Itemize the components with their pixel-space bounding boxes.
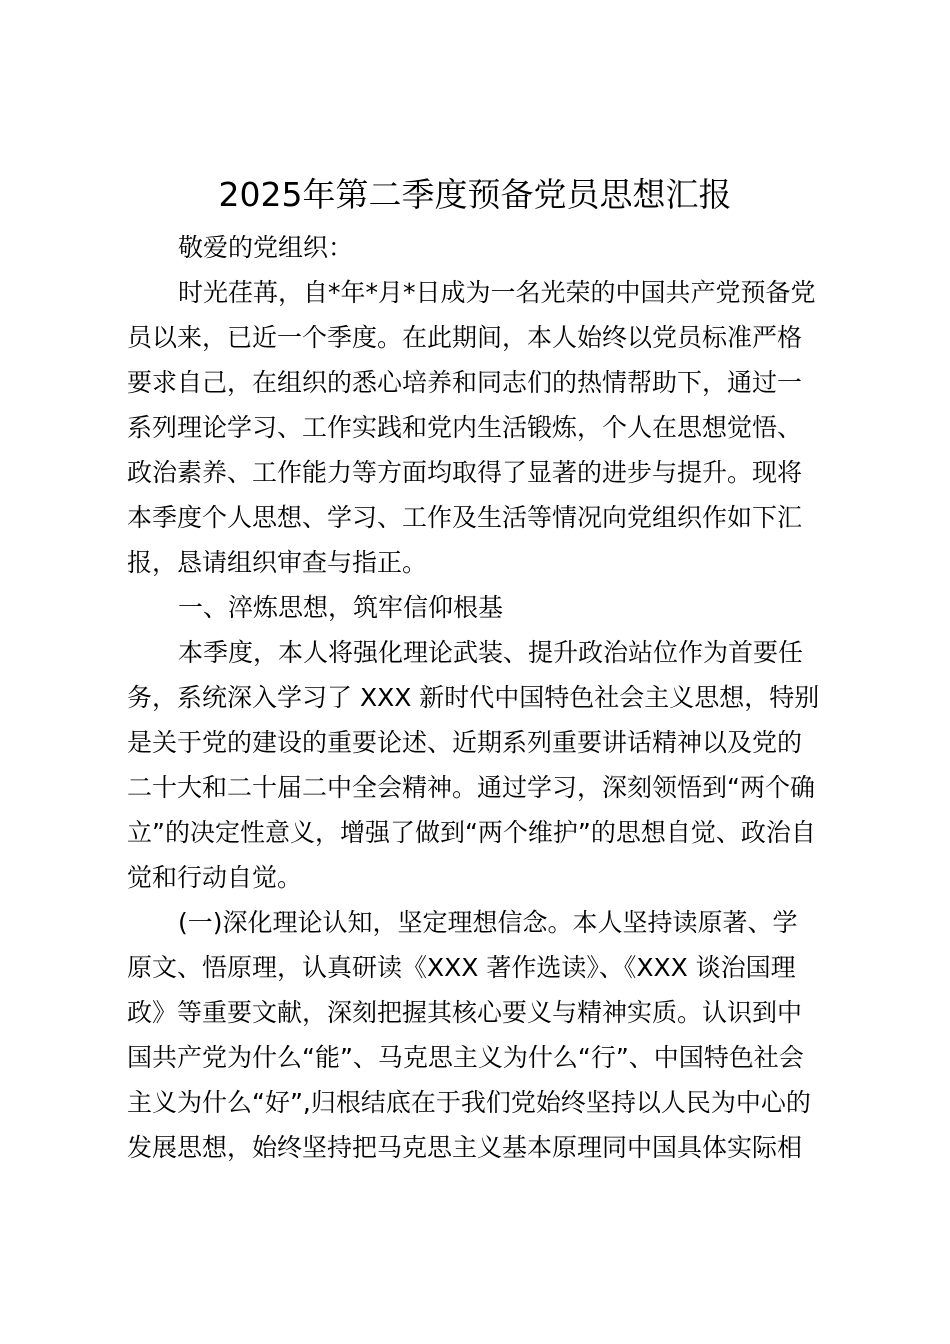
paragraph-line: 本季度，本人将强化理论武装、提升政治站位作为首要任 <box>178 638 804 667</box>
paragraph-line: 政》等重要文献，深刻把握其核心要义与精神实质。认识到中 <box>127 998 803 1027</box>
paragraph-line: 原文、悟原理，认真研读《XXX 著作选读》、《XXX 谈治国理 <box>127 953 796 982</box>
paragraph-line: 立”的决定性意义，增强了做到“两个维护”的思想自觉、政治自 <box>127 818 816 847</box>
paragraph-line: 发展思想，始终坚持把马克思主义基本原理同中国具体实际相 <box>127 1133 803 1162</box>
paragraph-line: 要求自己，在组织的悉心培养和同志们的热情帮助下，通过一 <box>127 368 803 397</box>
paragraph-line: 时光荏苒，自*年*月*日成为一名光荣的中国共产党预备党 <box>178 278 816 307</box>
paragraph-line: 二十大和二十届二中全会精神。通过学习，深刻领悟到“两个确 <box>127 773 815 802</box>
paragraph-line: 报，恳请组织审查与指正。 <box>127 548 428 577</box>
paragraph-line: 觉和行动自觉。 <box>127 863 303 892</box>
paragraph-line: 系列理论学习、工作实践和党内生活锻炼，个人在思想觉悟、 <box>127 413 803 442</box>
section-heading: 一、淬炼思想，筑牢信仰根基 <box>178 593 504 622</box>
paragraph-line: 主义为什么“好”,归根结底在于我们党始终坚持以人民为中心的 <box>127 1088 811 1117</box>
paragraph-line: 国共产党为什么“能”、马克思主义为什么“行”、中国特色社会 <box>127 1043 804 1072</box>
paragraph-line: 务，系统深入学习了 XXX 新时代中国特色社会主义思想，特别 <box>127 683 820 712</box>
paragraph-line: 本季度个人思想、学习、工作及生活等情况向党组织作如下汇 <box>127 503 803 532</box>
paragraph-line: 是关于党的建设的重要论述、近期系列重要讲话精神以及党的 <box>127 728 803 757</box>
paragraph-line: 员以来，已近一个季度。在此期间，本人始终以党员标准严格 <box>127 323 803 352</box>
paragraph-line: (一)深化理论认知，坚定理想信念。本人坚持读原著、学 <box>178 908 798 937</box>
document-body <box>127 225 829 1170</box>
document-title: 2025年第二季度预备党员思想汇报 <box>218 175 732 214</box>
salutation: 敬爱的党组织： <box>178 233 354 262</box>
paragraph-line: 政治素养、工作能力等方面均取得了显著的进步与提升。现将 <box>127 458 803 487</box>
